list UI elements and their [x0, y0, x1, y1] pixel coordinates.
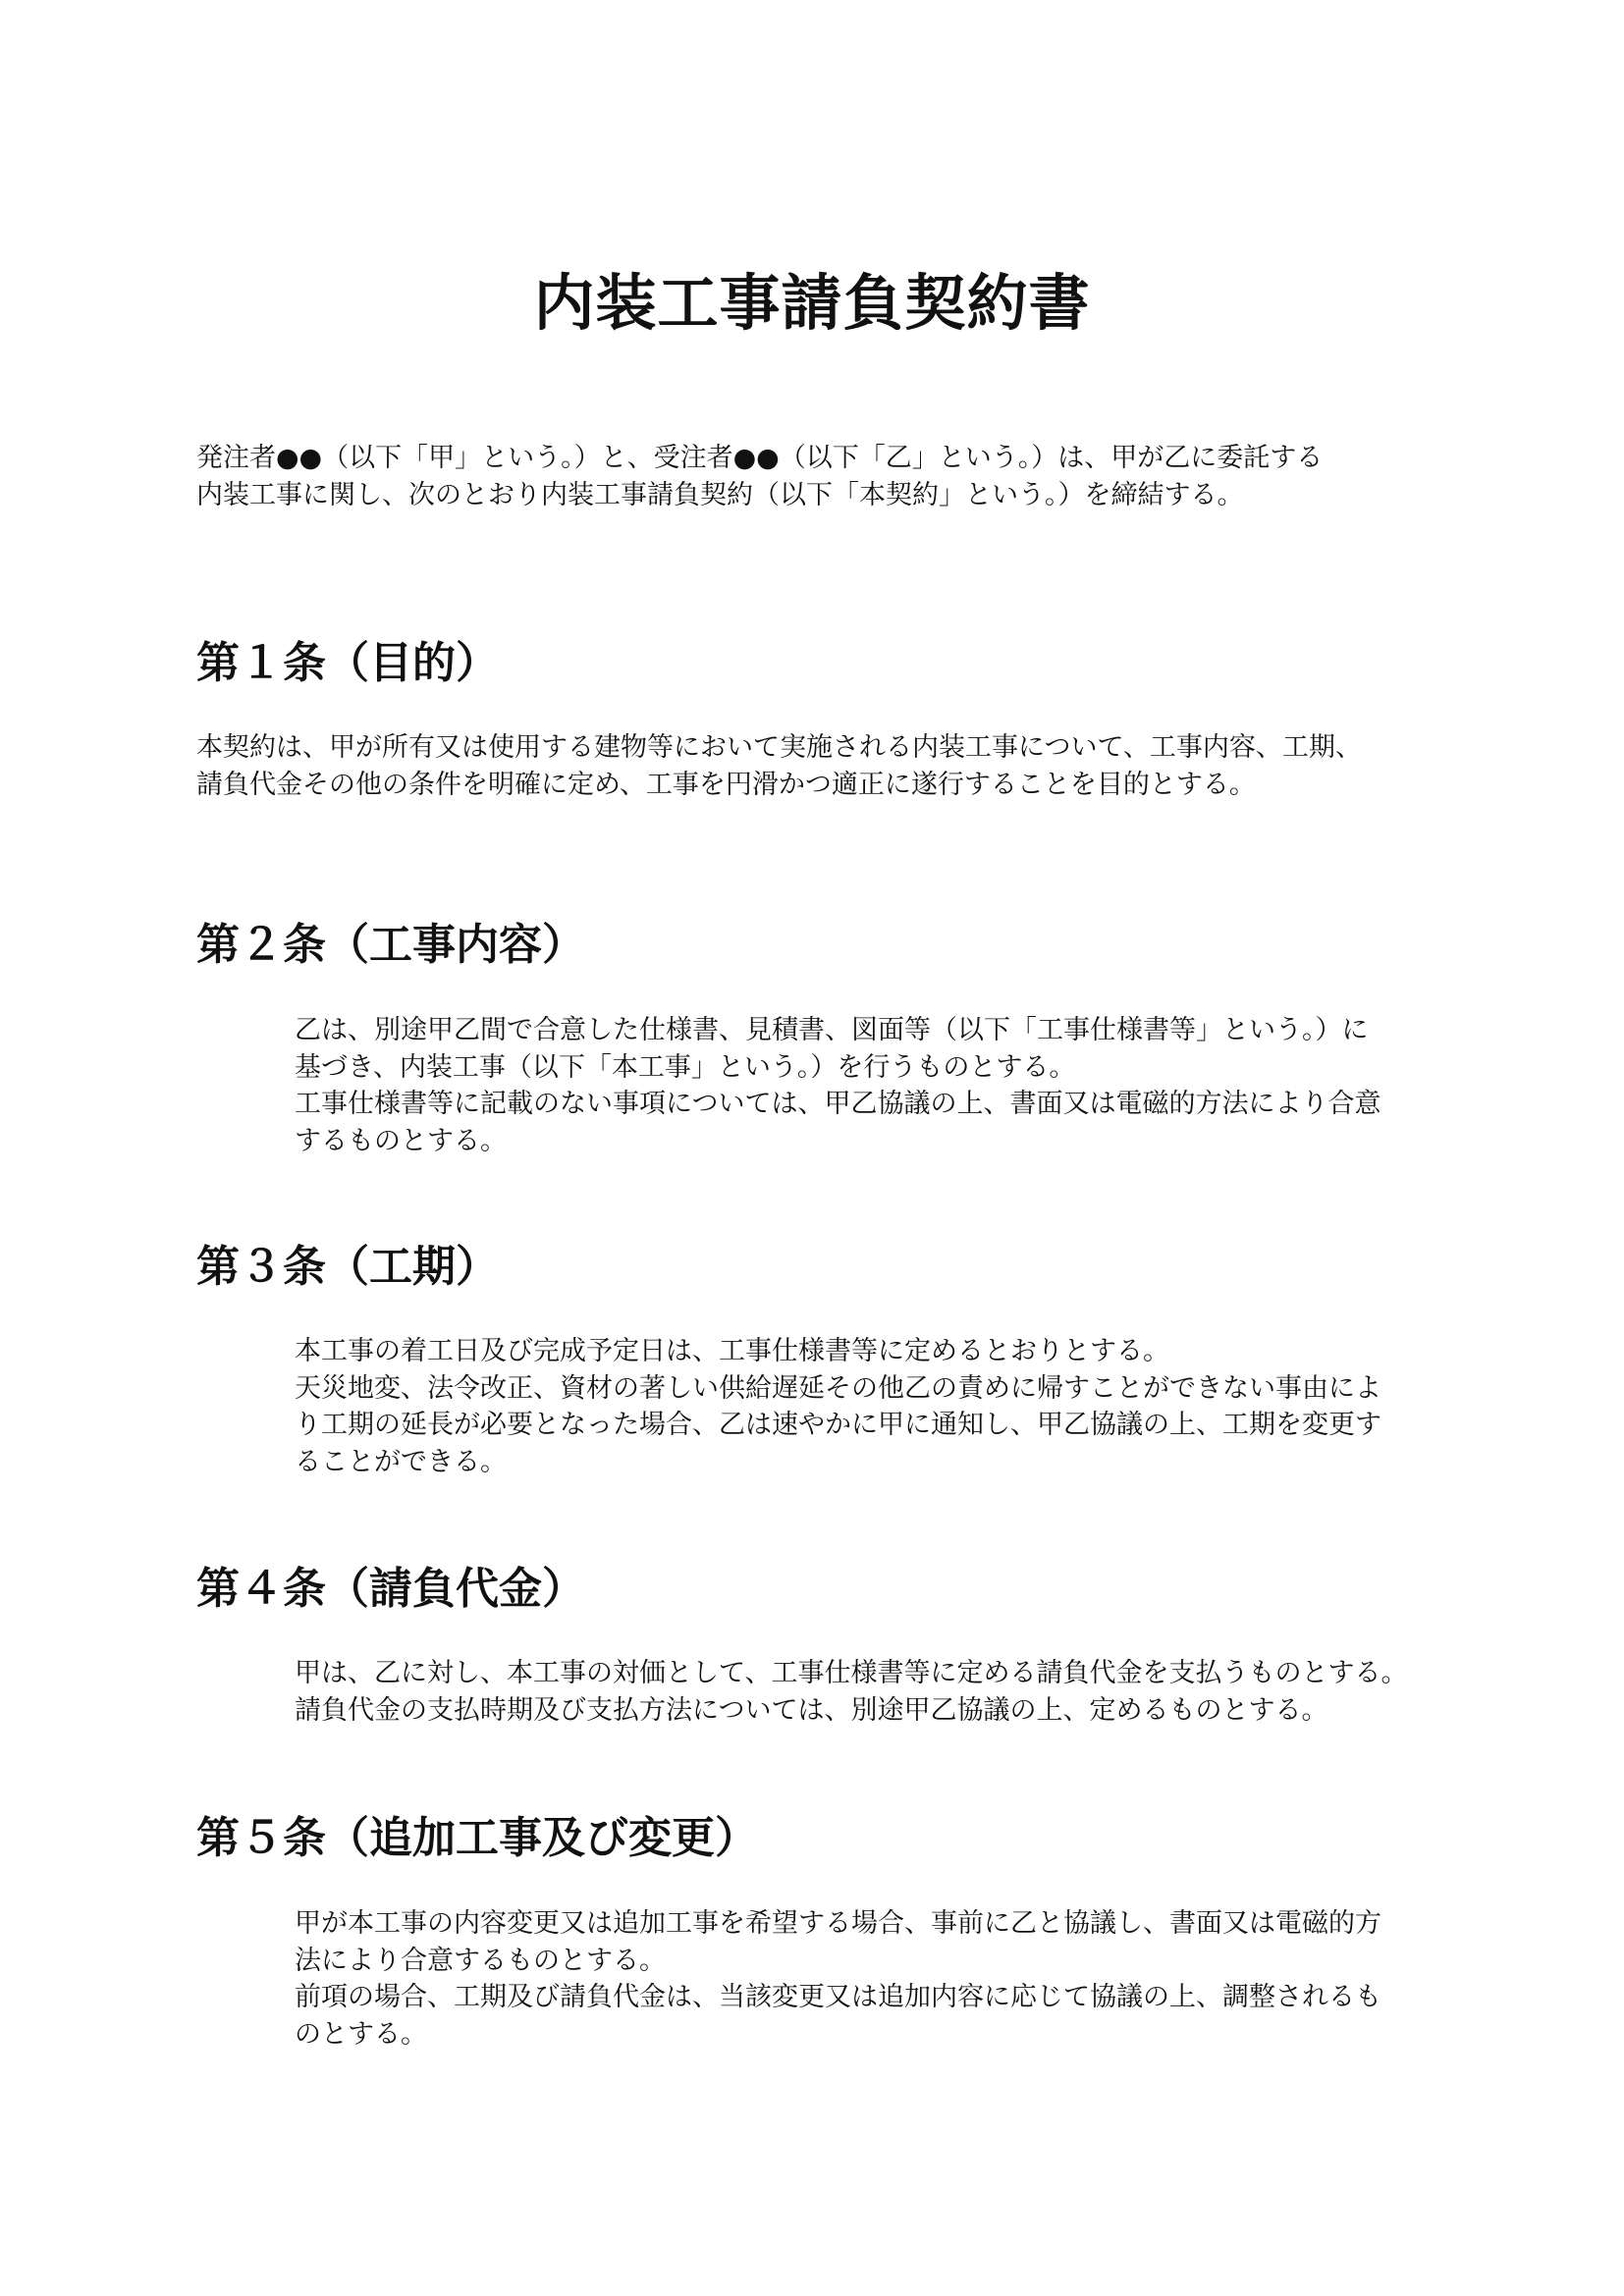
preamble-line: 発注者●●（以下「甲」という。）と、受注者●●（以下「乙」という。）は、甲が乙に委託する: [196, 443, 1324, 473]
article-3-heading: 第３条（工期）: [196, 1242, 499, 1292]
article-4-heading: 第４条（請負代金）: [196, 1564, 585, 1614]
article-5-line: 甲が本工事の内容変更又は追加工事を希望する場合、事前に乙と協議し、書面又は電磁的方: [295, 1908, 1381, 1939]
article-4-line: 請負代金の支払時期及び支払方法については、別途甲乙協議の上、定めるものとする。: [295, 1694, 1328, 1726]
article-5-line: 法により合意するものとする。: [295, 1945, 666, 1976]
article-3-line: 天災地変、法令改正、資材の著しい供給遅延その他乙の責めに帰すことができない事由によ: [295, 1372, 1381, 1404]
article-4-line: 甲は、乙に対し、本工事の対価として、工事仕様書等に定める請負代金を支払うものとする。: [295, 1658, 1408, 1688]
article-5-line: のとする。: [295, 2018, 427, 2050]
article-3-line: 本工事の着工日及び完成予定日は、工事仕様書等に定めるとおりとする。: [295, 1336, 1169, 1366]
article-1-body: [196, 729, 1362, 803]
article-1-line: 請負代金その他の条件を明確に定め、工事を円滑かつ適正に遂行することを目的とする。: [196, 769, 1256, 800]
article-5-body: [295, 1905, 1381, 2053]
article-5-line: 前項の場合、工期及び請負代金は、当該変更又は追加内容に応じて協議の上、調整されるも: [295, 1982, 1381, 2012]
article-3-line: ることができる。: [295, 1446, 507, 1477]
article-3-line: り工期の延長が必要となった場合、乙は速やかに甲に通知し、甲乙協議の上、工期を変更す: [295, 1410, 1381, 1440]
article-1-line: 本契約は、甲が所有又は使用する建物等において実施される内装工事について、工事内容、工期、: [196, 732, 1362, 763]
article-2-body: [295, 1012, 1380, 1159]
article-1-heading: 第１条（目的）: [196, 638, 499, 688]
article-3-body: [295, 1333, 1381, 1480]
article-5-heading: 第５条（追加工事及び変更）: [196, 1813, 758, 1863]
document-title: 内装工事請負契約書: [533, 267, 1091, 339]
article-2-line: するものとする。: [295, 1125, 507, 1156]
article-4-body: [295, 1655, 1407, 1729]
article-2-line: 工事仕様書等に記載のない事項については、甲乙協議の上、書面又は電磁的方法により合意: [295, 1089, 1381, 1119]
article-2-line: 乙は、別途甲乙間で合意した仕様書、見積書、図面等（以下「工事仕様書等」という。）に: [295, 1015, 1369, 1045]
preamble: [196, 440, 1463, 514]
article-2-heading: 第２条（工事内容）: [196, 920, 585, 970]
article-2-line: 基づき、内装工事（以下「本工事」という。）を行うものとする。: [295, 1051, 1076, 1083]
preamble-line: 内装工事に関し、次のとおり内装工事請負契約（以下「本契約」という。）を締結する。: [196, 480, 1244, 510]
